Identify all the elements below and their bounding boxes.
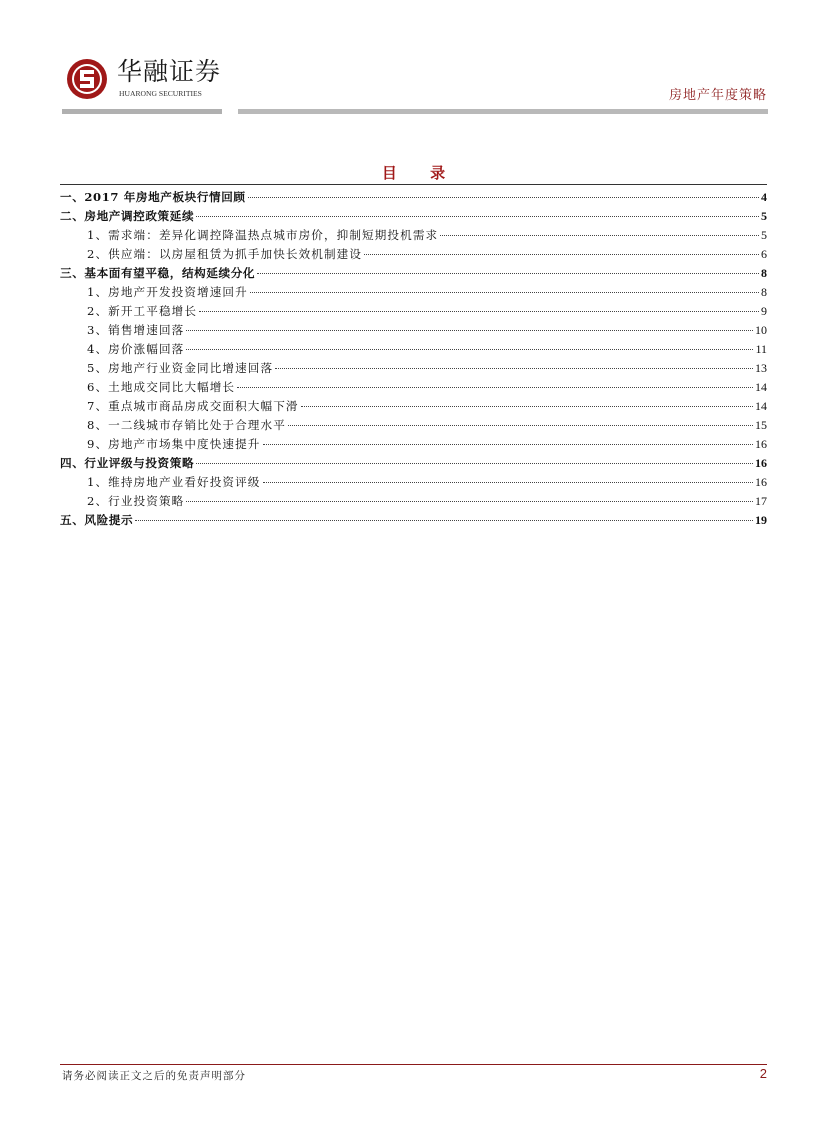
toc-entry[interactable] xyxy=(60,340,767,359)
toc-entry-page: 13 xyxy=(755,361,767,375)
toc-dot-leader xyxy=(364,254,759,255)
toc-dot-leader xyxy=(263,482,754,483)
toc-entry[interactable] xyxy=(60,454,767,473)
table-of-contents xyxy=(60,188,767,530)
toc-entry[interactable] xyxy=(60,397,767,416)
toc-entry-page: 14 xyxy=(755,380,767,394)
toc-entry-page: 9 xyxy=(761,304,767,318)
toc-dot-leader xyxy=(275,368,753,369)
toc-entry-text: 6、土地成交同比大幅增长 xyxy=(87,380,236,394)
report-type-label: 房地产年度策略 xyxy=(668,88,767,103)
toc-entry[interactable] xyxy=(60,435,767,454)
toc-entry-page: 16 xyxy=(755,456,767,470)
toc-entry-page: 16 xyxy=(755,475,767,489)
toc-entry[interactable] xyxy=(60,283,767,302)
footer-rule xyxy=(60,1064,767,1065)
toc-entry-text: 三、基本面有望平稳，结构延续分化 xyxy=(60,266,256,280)
toc-entry-text: 一、2017 年房地产板块行情回顾 xyxy=(60,190,246,204)
toc-dot-leader xyxy=(257,273,759,274)
toc-dot-leader xyxy=(440,235,759,236)
toc-entry-text: 四、行业评级与投资策略 xyxy=(60,456,195,470)
toc-entry-text: 2、行业投资策略 xyxy=(87,494,185,508)
toc-dot-leader xyxy=(196,463,753,464)
toc-entry[interactable] xyxy=(60,207,767,226)
toc-dot-leader xyxy=(237,387,753,388)
toc-dot-leader xyxy=(186,501,753,502)
toc-entry-page: 19 xyxy=(755,513,767,527)
header-divider-left xyxy=(62,109,222,114)
toc-entry-text: 3、销售增速回落 xyxy=(87,323,185,337)
logo-english-name: HUARONG SECURITIES xyxy=(119,89,202,98)
toc-entry-text: 五、风险提示 xyxy=(60,513,134,527)
toc-entry-page: 15 xyxy=(755,418,767,432)
toc-entry[interactable] xyxy=(60,321,767,340)
header-divider-right xyxy=(238,109,768,114)
toc-dot-leader xyxy=(135,520,753,521)
toc-dot-leader xyxy=(196,216,759,217)
toc-entry-text: 1、需求端：差异化调控降温热点城市房价，抑制短期投机需求 xyxy=(87,228,439,242)
toc-entry-text: 9、房地产市场集中度快速提升 xyxy=(87,437,261,451)
toc-entry[interactable] xyxy=(60,416,767,435)
toc-dot-leader xyxy=(250,292,759,293)
toc-entry-page: 6 xyxy=(761,247,767,261)
toc-entry-page: 8 xyxy=(761,285,767,299)
toc-entry[interactable] xyxy=(60,188,767,207)
toc-dot-leader xyxy=(248,197,759,198)
toc-title: 目 录 xyxy=(381,164,460,182)
toc-entry[interactable] xyxy=(60,226,767,245)
toc-dot-leader xyxy=(186,330,753,331)
toc-entry-page: 14 xyxy=(755,399,767,413)
footer-disclaimer: 请务必阅读正文之后的免责声明部分 xyxy=(62,1070,246,1082)
toc-dot-leader xyxy=(186,349,753,350)
toc-entry-text: 二、房地产调控政策延续 xyxy=(60,209,195,223)
toc-entry[interactable] xyxy=(60,359,767,378)
toc-entry-page: 8 xyxy=(761,266,767,280)
toc-entry-page: 5 xyxy=(761,228,767,242)
toc-entry-text: 7、重点城市商品房成交面积大幅下滑 xyxy=(87,399,299,413)
toc-entry-text: 1、房地产开发投资增速回升 xyxy=(87,285,248,299)
toc-entry[interactable] xyxy=(60,492,767,511)
toc-entry-page: 5 xyxy=(761,209,767,223)
page-header xyxy=(0,0,827,120)
toc-entry-text: 2、供应端：以房屋租赁为抓手加快长效机制建设 xyxy=(87,247,363,261)
toc-entry-text: 5、房地产行业资金同比增速回落 xyxy=(87,361,274,375)
toc-dot-leader xyxy=(301,406,753,407)
toc-entry-text: 8、一二线城市存销比处于合理水平 xyxy=(87,418,286,432)
toc-entry-page: 10 xyxy=(755,323,767,337)
toc-entry[interactable] xyxy=(60,302,767,321)
toc-dot-leader xyxy=(199,311,759,312)
toc-entry-text: 1、维持房地产业看好投资评级 xyxy=(87,475,261,489)
toc-entry-text: 2、新开工平稳增长 xyxy=(87,304,198,318)
toc-entry[interactable] xyxy=(60,245,767,264)
toc-entry-page: 11 xyxy=(755,342,767,356)
toc-entry[interactable] xyxy=(60,511,767,530)
toc-entry[interactable] xyxy=(60,473,767,492)
page-number: 2 xyxy=(759,1066,767,1081)
toc-dot-leader xyxy=(263,444,754,445)
toc-dot-leader xyxy=(288,425,753,426)
toc-entry-page: 17 xyxy=(755,494,767,508)
toc-entry-page: 4 xyxy=(761,190,767,204)
toc-title-rule xyxy=(60,184,767,185)
toc-entry-page: 16 xyxy=(755,437,767,451)
logo-chinese-name: 华融证券 xyxy=(117,57,222,86)
toc-entry-text: 4、房价涨幅回落 xyxy=(87,342,185,356)
toc-entry[interactable] xyxy=(60,378,767,397)
toc-entry[interactable] xyxy=(60,264,767,283)
huarong-logo-icon xyxy=(66,58,108,100)
